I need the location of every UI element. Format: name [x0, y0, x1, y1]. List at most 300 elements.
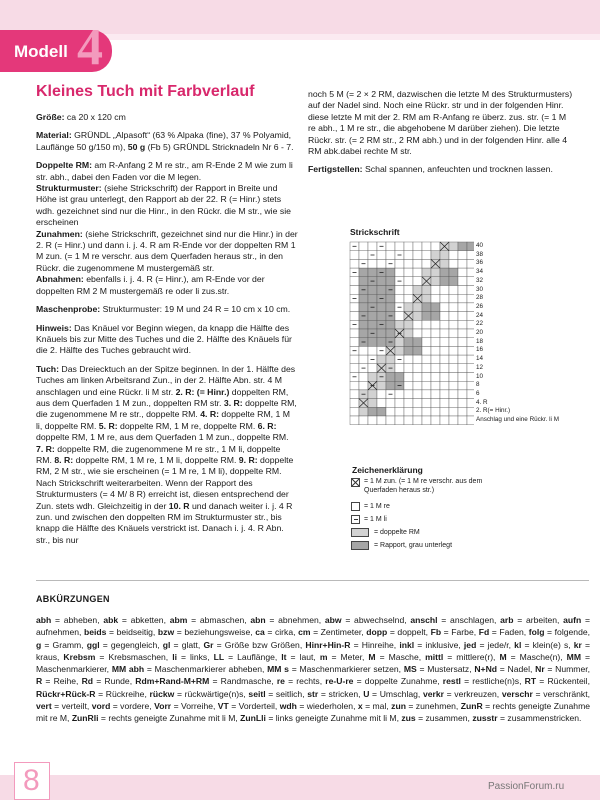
abk-definition: = inklusive,: [414, 639, 464, 650]
zunahmen-paragraph: Zunahmen: (siehe Strickschrift, gezeichnet sind nur die Hinr.) in der 2. R (= Hinr.) und dann i. j. 4. R am R-Ende vor der doppelten RM 1 M zun. (= 1 M re verschr. aus dem Querfaden heraus str., in den Rückr. die zugenommene M mustergemäß str.: [36, 228, 298, 273]
legend-item-zunahme: = 1 M zun. (= 1 M re verschr. aus dem Querfaden heraus str.): [364, 478, 483, 494]
chart-cell: [431, 286, 440, 295]
chart-cell: [413, 329, 422, 338]
chart-cell: [449, 286, 458, 295]
chart-cell: [467, 346, 474, 355]
chart-cell: [431, 242, 440, 251]
abk-definition: = Gramm,: [41, 639, 87, 650]
abk-definition: = klein(e) s,: [521, 639, 574, 650]
abk-definition: = laut,: [286, 651, 320, 662]
chart-cell: [395, 338, 404, 347]
chart-cell: [404, 277, 413, 286]
chart-cell: [440, 259, 449, 268]
chart-cell: [359, 381, 368, 390]
chart-cell: [431, 329, 440, 338]
chart-row-label: 14: [476, 355, 484, 363]
chart-cell: [449, 416, 458, 425]
chart-cell: [449, 268, 458, 277]
abk-definition: = anschlagen,: [437, 615, 501, 625]
chart-cell: [359, 251, 368, 260]
abk-term: beids: [83, 627, 107, 638]
chart-cell: [449, 242, 458, 251]
chart-cell: [377, 259, 386, 268]
chart-cell: [350, 338, 359, 347]
chart-cell: [467, 268, 474, 277]
abk-definition: = abmaschen,: [187, 615, 251, 625]
legend-item-doppelte-rm: = doppelte RM: [374, 529, 420, 536]
abk-definition: = arbeiten,: [513, 615, 564, 625]
chart-cell: [449, 407, 458, 416]
abk-term: M: [368, 651, 376, 662]
chart-cell: [458, 251, 467, 260]
chart-cell: [440, 373, 449, 382]
chart-cell: [440, 268, 449, 277]
abk-definition: = kraus,: [36, 639, 591, 662]
chart-cell: [404, 338, 413, 347]
chart-cell: [458, 303, 467, 312]
chart-cell: [422, 355, 431, 364]
abk-definition: = zunehmen,: [405, 701, 461, 712]
chart-cell: [404, 381, 413, 390]
chart-cell: [431, 355, 440, 364]
chart-cell: [413, 286, 422, 295]
abk-term: restl: [442, 676, 461, 687]
chart-row-label: 30: [476, 285, 484, 293]
chart-cell: [458, 268, 467, 277]
abk-definition: = Randmasche,: [209, 676, 277, 687]
chart-cell: [404, 259, 413, 268]
abk-term: abn: [250, 615, 266, 625]
chart-cell: [368, 338, 377, 347]
abk-term: lt: [281, 651, 287, 662]
chart-cell: [413, 416, 422, 425]
modell-label: Modell: [14, 42, 68, 61]
strukturmuster-paragraph: Strukturmuster: (siehe Strickschrift) der Rapport in Breite und Höhe ist grau unterlegt, den Rapport ab der 22. R (= Hinr.) stets wdh. gezeichnet sind nur die Hinr., in den Rückr. die M str., wie sie erscheinen: [36, 183, 291, 228]
chart-cell: [386, 268, 395, 277]
chart-cell: [458, 407, 467, 416]
abk-term: RT: [524, 676, 537, 687]
chart-cell: [368, 373, 377, 382]
abk-term: bzw: [157, 627, 175, 638]
chart-cell: [458, 277, 467, 286]
chart-cell: [386, 251, 395, 260]
abk-term: re-U-re: [325, 676, 354, 687]
chart-cell: [359, 329, 368, 338]
tuch-continued-paragraph: noch 5 M (= 2 × 2 RM, dazwischen die letzte M des Strukturmusters) auf der Nadel sind. Noch eine Rückr. str und in der folgenden Hinr. diese letzte M mit der 2. RM am R-Anfang re überz. zus. str. (= 1 M re abh., 1 M re str., die abgehobene M darüber ziehen). Die letzte Rückr. str. (= 2 RM str., 2 RM abh.) und in der folgenden Hinr. alle 4 RM abk.dabei rechte M str.: [308, 89, 573, 157]
chart-cell: [404, 268, 413, 277]
chart-cell: [440, 399, 449, 408]
chart-cell: [395, 346, 404, 355]
chart-cell: [422, 381, 431, 390]
chart-cell: [404, 355, 413, 364]
chart-cell: [413, 338, 422, 347]
abk-term: mittl: [425, 651, 444, 662]
knitting-chart: [348, 240, 474, 426]
abk-definition: = Lauflänge,: [224, 651, 282, 662]
chart-cell: [395, 259, 404, 268]
chart-cell: [413, 303, 422, 312]
chart-cell: [377, 355, 386, 364]
chart-cell: [377, 390, 386, 399]
fertigstellen-paragraph: Fertigstellen: Schal spannen, anfeuchten und trocknen lassen.: [308, 164, 553, 175]
abk-term: li: [172, 651, 177, 662]
chart-cell: [431, 277, 440, 286]
chart-cell: [368, 346, 377, 355]
re-symbol-icon: [351, 502, 360, 511]
chart-cell: [458, 390, 467, 399]
chart-cell: [422, 251, 431, 260]
abk-term: m: [319, 651, 328, 662]
chart-cell: [467, 242, 474, 251]
abk-definition: = Reihe,: [42, 676, 82, 687]
chart-cell: [467, 381, 474, 390]
zunahme-symbol-icon: [351, 478, 360, 487]
chart-row-label: 32: [476, 276, 484, 284]
chart-cell: [449, 320, 458, 329]
abk-term: VT: [217, 701, 229, 712]
chart-cell: [440, 329, 449, 338]
chart-cell: [440, 416, 449, 425]
chart-cell: [422, 294, 431, 303]
chart-cell: [449, 338, 458, 347]
abk-term: rückw: [149, 688, 175, 699]
instructions-right-column: [308, 89, 576, 183]
chart-row-label: 18: [476, 337, 484, 345]
chart-cell: [422, 416, 431, 425]
abk-definition: = Zentimeter,: [310, 627, 367, 638]
chart-cell: [359, 303, 368, 312]
chart-cell: [449, 303, 458, 312]
abk-definition: = Maschenmarkierer setzen,: [288, 664, 404, 675]
chart-cell: [350, 303, 359, 312]
chart-cell: [467, 286, 474, 295]
chart-cell: [404, 329, 413, 338]
chart-cell: [368, 407, 377, 416]
chart-cell: [431, 399, 440, 408]
abk-definition: = Rückreihe,: [95, 688, 150, 699]
chart-cell: [404, 399, 413, 408]
chart-row-label: 16: [476, 346, 484, 354]
chart-cell: [431, 364, 440, 373]
abk-term: vord: [91, 701, 111, 712]
abkuerzungen-list: [36, 614, 590, 725]
abkuerzungen-title: ABKÜRZUNGEN: [36, 594, 110, 604]
chart-cell: [386, 303, 395, 312]
abk-definition: = Größe bzw Größen,: [213, 639, 306, 650]
chart-cell: [359, 277, 368, 286]
chart-cell: [395, 294, 404, 303]
chart-cell: [395, 268, 404, 277]
abk-term: cm: [298, 627, 311, 638]
chart-cell: [431, 390, 440, 399]
legend-item-li: = 1 M li: [364, 516, 387, 523]
abk-term: Fb: [430, 627, 442, 638]
chart-cell: [431, 381, 440, 390]
chart-cell: [449, 399, 458, 408]
chart-cell: [413, 259, 422, 268]
chart-cell: [350, 364, 359, 373]
abk-definition: = Vorderteil,: [228, 701, 280, 712]
abk-term: LL: [213, 651, 225, 662]
chart-cell: [395, 286, 404, 295]
hinweis-paragraph: Hinweis: Das Knäuel vor Beginn wiegen, da knapp die Hälfte des Knäuels bis zur Mitte des Tuches und die 2. Hälfte des Knäuels für die 2. Hälfte des Tuches gebraucht wird.: [36, 322, 292, 356]
chart-cell: [467, 277, 474, 286]
abk-term: verschr: [501, 688, 533, 699]
chart-row-label: 20: [476, 329, 484, 336]
chart-cell: [440, 303, 449, 312]
abk-definition: = rückwärtige(n)s,: [174, 688, 249, 699]
chart-cell: [350, 355, 359, 364]
abk-definition: = verschränkt,: [532, 688, 590, 699]
chart-cell: [386, 416, 395, 425]
chart-cell: [449, 329, 458, 338]
chart-cell: [422, 268, 431, 277]
chart-cell: [359, 355, 368, 364]
abk-term: dopp: [366, 627, 388, 638]
chart-cell: [377, 407, 386, 416]
abk-definition: = gegengleich,: [99, 639, 163, 650]
abk-definition: = Vorreihe,: [171, 701, 218, 712]
chart-cell: [368, 242, 377, 251]
abk-term: Vorr: [154, 701, 172, 712]
abk-term: abk: [103, 615, 119, 625]
chart-cell: [359, 294, 368, 303]
abk-term: x: [357, 701, 363, 712]
chart-cell: [467, 294, 474, 303]
chart-cell: [413, 312, 422, 321]
chart-row-label: 8: [476, 381, 480, 389]
abk-term: wdh: [279, 701, 297, 712]
chart-row-label: 34: [476, 268, 484, 276]
chart-cell: [467, 329, 474, 338]
chart-cell: [413, 407, 422, 416]
abk-term: Krebsm: [63, 651, 96, 662]
abk-definition: = zusammen,: [415, 713, 473, 724]
chart-cell: [467, 364, 474, 373]
chart-cell: [377, 277, 386, 286]
chart-cell: [386, 381, 395, 390]
chart-cell: [458, 416, 467, 425]
abk-definition: = links geneigte Zunahme mit li M,: [265, 713, 402, 724]
abk-term: aufn: [563, 615, 582, 625]
chart-cell: [350, 390, 359, 399]
chart-cell: [395, 320, 404, 329]
chart-cell: [458, 286, 467, 295]
chart-cell: [440, 381, 449, 390]
abk-term: gl: [162, 639, 171, 650]
chart-cell: [440, 294, 449, 303]
chart-cell: [467, 338, 474, 347]
chart-cell: [467, 373, 474, 382]
chart-cell: [377, 338, 386, 347]
instructions-left-column: [36, 112, 298, 553]
abk-definition: = cirka,: [264, 627, 299, 638]
chart-cell: [359, 346, 368, 355]
chart-cell: [350, 407, 359, 416]
chart-cell: [422, 329, 431, 338]
chart-cell: [422, 390, 431, 399]
chart-cell: [368, 320, 377, 329]
page-number: 8: [23, 764, 40, 797]
abk-term: U: [363, 688, 370, 699]
chart-cell: [350, 399, 359, 408]
abk-definition: = Nadel,: [497, 664, 536, 675]
modell-number: 4: [77, 19, 103, 76]
abk-term: re: [276, 676, 285, 687]
chart-cell: [422, 346, 431, 355]
section-divider: [36, 580, 589, 581]
abk-term: inkl: [399, 639, 415, 650]
chart-cell: [368, 364, 377, 373]
groesse-paragraph: Größe: ca 20 x 120 cm: [36, 112, 126, 122]
abk-definition: = Mustersatz,: [416, 664, 475, 675]
abk-definition: = doppelte Zunahme,: [353, 676, 443, 687]
chart-cell: [404, 390, 413, 399]
chart-cell: [440, 251, 449, 260]
abk-term: abh: [36, 615, 52, 625]
chart-cell: [440, 312, 449, 321]
chart-cell: [368, 416, 377, 425]
chart-row-label: 2. R(= Hinr.): [476, 407, 511, 415]
chart-cell: [368, 294, 377, 303]
chart-cell: [449, 373, 458, 382]
chart-cell: [431, 338, 440, 347]
chart-cell: [431, 407, 440, 416]
abk-definition: = aufnehmen,: [36, 615, 591, 638]
abk-term: seitl: [248, 688, 266, 699]
chart-cell: [449, 346, 458, 355]
abk-definition: = Masche,: [375, 651, 426, 662]
abk-definition: = beidseitig,: [106, 627, 158, 638]
chart-cell: [422, 320, 431, 329]
chart-cell: [377, 251, 386, 260]
chart-cell: [440, 286, 449, 295]
chart-cell: [458, 381, 467, 390]
abk-definition: = rechts geneigte Zunahme mit re M,: [36, 701, 591, 724]
abk-term: zun: [391, 701, 406, 712]
chart-cell: [467, 407, 474, 416]
chart-cell: [458, 355, 467, 364]
chart-cell: [386, 320, 395, 329]
abk-definition: = abketten,: [118, 615, 170, 625]
chart-row-label: 36: [476, 259, 484, 267]
chart-cell: [350, 381, 359, 390]
abk-definition: = rechts,: [284, 676, 326, 687]
chart-cell: [422, 286, 431, 295]
chart-cell: [359, 407, 368, 416]
abk-term: Gr: [203, 639, 214, 650]
chart-row-label: 24: [476, 311, 484, 319]
abk-term: kl: [514, 639, 522, 650]
chart-cell: [422, 399, 431, 408]
abk-definition: = Nummer,: [544, 664, 591, 675]
abk-definition: = verteilt,: [51, 701, 92, 712]
chart-cell: [368, 399, 377, 408]
chart-cell: [386, 373, 395, 382]
chart-cell: [449, 251, 458, 260]
chart-cell: [422, 407, 431, 416]
chart-cell: [350, 286, 359, 295]
abk-term: anschl: [410, 615, 438, 625]
legend-item-re: = 1 M re: [364, 503, 390, 510]
chart-row-label: 4. R: [476, 398, 488, 406]
abk-term: Rd: [81, 676, 94, 687]
abk-definition: = abheben,: [51, 615, 104, 625]
chart-cell: [431, 416, 440, 425]
chart-cell: [377, 381, 386, 390]
chart-cell: [368, 390, 377, 399]
tuch-paragraph: Tuch: Das Dreiecktuch an der Spitze beginnen. In der 1. Hälfte des Tuches am linken Arbeitsrand Zun., in der 2. Hälfte Abn. str. 4 M anschlagen und eine Rückr. li M str. 2. R: (= Hinr.) doppelten RM, aus dem Querfaden 1 M zun., doppelten RM str. 3. R: doppelte RM, die zugenommene M re str., doppelte RM. 4. R: doppelte RM, 1 M li, doppelte RM. 5. R: doppelte RM, 1 M re, doppelte RM. 6. R: doppelte RM, 1 M re, aus dem Querfaden 1 M zun., doppelte RM. 7. R: doppelte RM, die zugenommene M re str., 1 M li, doppelte RM. 8. R: doppelte RM, 1 M re, 1 M li, doppelte RM. 9. R: doppelte RM, 2 M str., wie sie erscheinen (= 1 M re, 1 M li), doppelte RM. Nach Strickschrift weiterarbeiten. Wenn der Rapport des Strukturmusters (= 4 M/ 8 R) erreicht ist, diesen entsprechend der Zun. stets wdh. Gleichzeitig in der 10. R und danach weiter i. j. 4 R zun. und zwischen den doppelten RM im Strukturmuster str., bis knapp die Hälfte des Knäuels verstrickt ist. Danach i. j. 4. R Abn. str., bis nur: [36, 363, 297, 545]
chart-cell: [377, 312, 386, 321]
abk-term: MS: [403, 664, 417, 675]
abk-term: str: [307, 688, 319, 699]
abk-term: ZunR: [460, 701, 483, 712]
chart-cell: [404, 286, 413, 295]
chart-cell: [368, 286, 377, 295]
abk-definition: = wiederholen,: [296, 701, 358, 712]
chart-cell: [467, 320, 474, 329]
chart-cell: [458, 320, 467, 329]
page-title: Kleines Tuch mit Farbverlauf: [36, 83, 255, 100]
chart-cell: [458, 312, 467, 321]
abk-term: jed: [463, 639, 477, 650]
chart-cell: [449, 381, 458, 390]
abk-definition: = zusammenstricken.: [497, 713, 582, 724]
abk-term: M: [499, 651, 507, 662]
chart-cell: [377, 399, 386, 408]
chart-cell: [467, 399, 474, 408]
chart-cell: [413, 355, 422, 364]
chart-cell: [449, 355, 458, 364]
chart-cell: [422, 312, 431, 321]
chart-cell: [377, 329, 386, 338]
chart-cell: [458, 338, 467, 347]
abk-term: arb: [500, 615, 514, 625]
chart-cell: [377, 303, 386, 312]
chart-cell: [431, 294, 440, 303]
chart-row-label: 28: [476, 294, 484, 302]
chart-cell: [404, 416, 413, 425]
abk-definition: = folgende,: [544, 627, 591, 638]
abk-term: Hinr+Hin-R: [305, 639, 351, 650]
chart-cell: [431, 312, 440, 321]
chart-cell: [395, 416, 404, 425]
abk-definition: = glatt,: [170, 639, 204, 650]
abk-definition: = mittlere(r),: [443, 651, 500, 662]
chart-cell: [440, 338, 449, 347]
chart-cell: [368, 312, 377, 321]
abk-term: Fd: [478, 627, 490, 638]
doppelte-rm-paragraph: Doppelte RM: am R-Anfang 2 M re str., am R-Ende 2 M wie zum li str. abh., dabei den Faden vor die M legen.: [36, 160, 293, 182]
abk-definition: = stricken,: [318, 688, 364, 699]
chart-cell: [404, 320, 413, 329]
chart-cell: [404, 303, 413, 312]
chart-cell: [386, 407, 395, 416]
chart-cell: [350, 312, 359, 321]
legend-title: Zeichenerklärung: [352, 465, 423, 475]
chart-cell: [377, 286, 386, 295]
chart-cell: [350, 416, 359, 425]
rapport-symbol-icon: [351, 541, 369, 550]
chart-cell: [413, 251, 422, 260]
chart-cell: [440, 355, 449, 364]
abk-definition: = Runde,: [93, 676, 136, 687]
chart-cell: [422, 373, 431, 382]
chart-cell: [431, 373, 440, 382]
chart-cell: [458, 364, 467, 373]
chart-cell: [440, 277, 449, 286]
chart-cell: [395, 390, 404, 399]
